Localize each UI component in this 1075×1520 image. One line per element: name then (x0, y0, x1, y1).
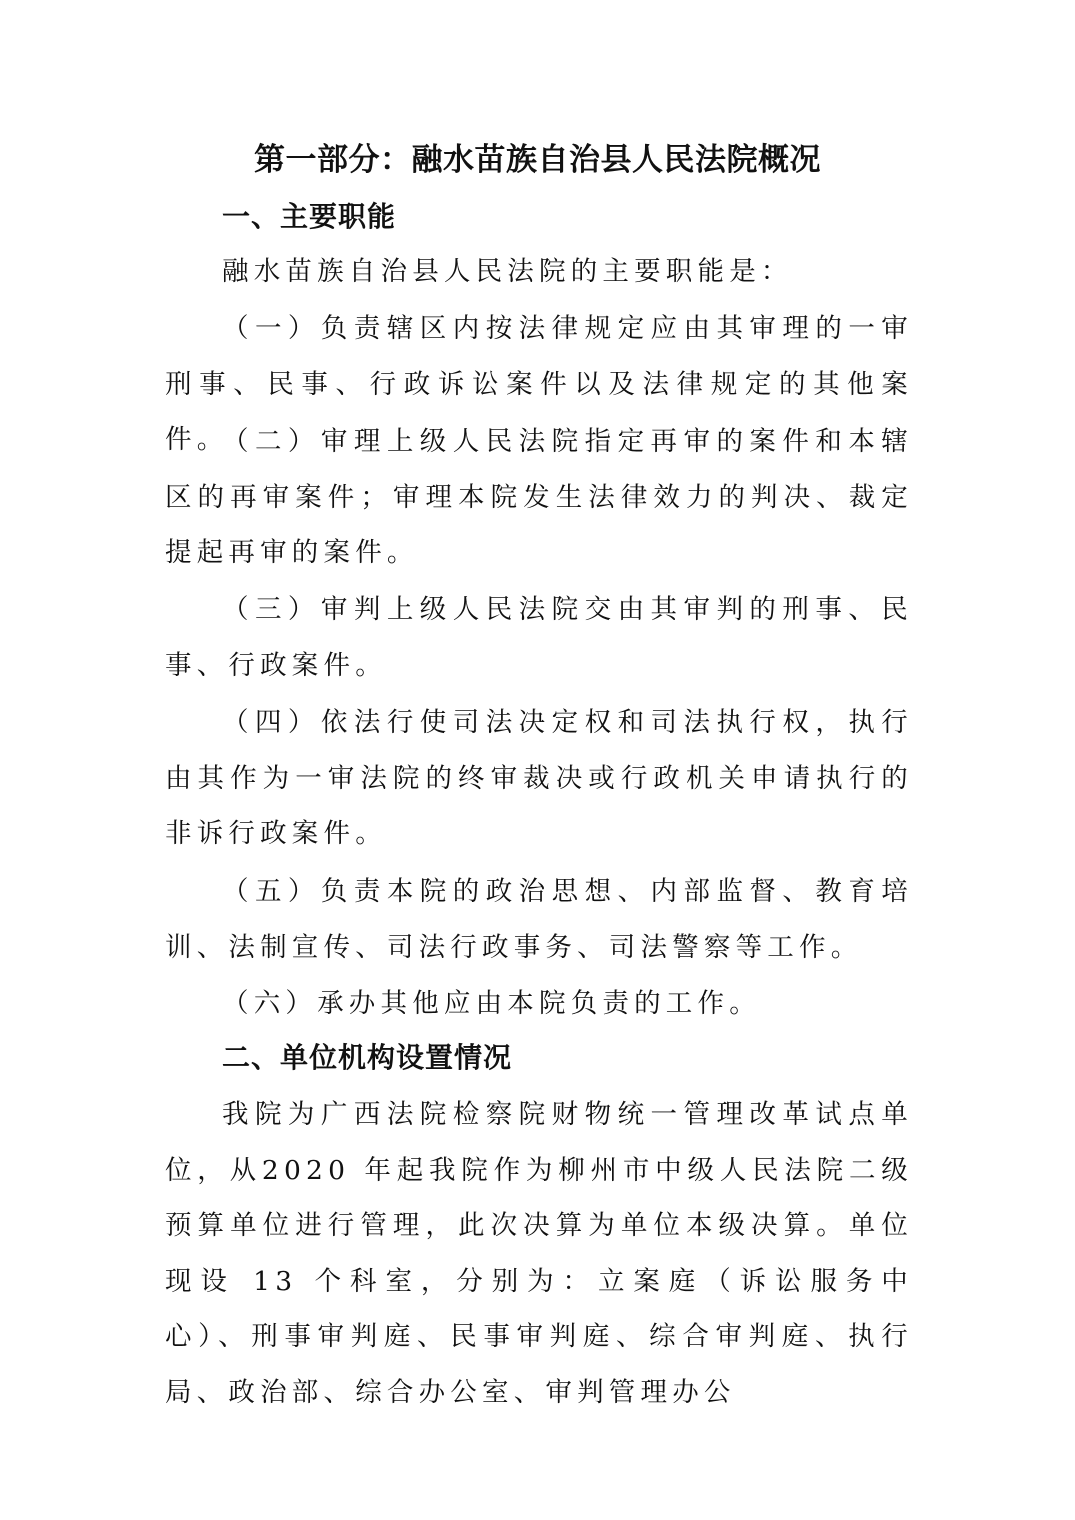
function-item-1: （一）负责辖区内按法律规定应由其审理的一审刑事、民事、行政诉讼案件以及法律规定的其他案件。 (165, 313, 913, 455)
function-item-2: （二）审理上级人民法院指定再审的案件和本辖区的再审案件；审理本院发生法律效力的判决、裁定提起再审的案件。 (165, 426, 913, 568)
document-title: 第一部分：融水苗族自治县人民法院概况 (254, 142, 821, 178)
function-item-4: （四）依法行使司法决定权和司法执行权，执行由其作为一审法院的终审裁决或行政机关申请执行的非诉行政案件。 (165, 707, 913, 849)
function-item-3: （三）审判上级人民法院交由其审判的刑事、民事、行政案件。 (165, 594, 913, 681)
section-heading-organization: 二、单位机构设置情况 (222, 1041, 513, 1074)
function-item-6: （六）承办其他应由本院负责的工作。 (222, 988, 761, 1019)
function-item-5: （五）负责本院的政治思想、内部监督、教育培训、法制宣传、司法行政事务、司法警察等工作。 (165, 876, 913, 963)
organization-paragraph: 我院为广西法院检察院财物统一管理改革试点单位，从2020 年起我院作为柳州市中级人民法院二级预算单位进行管理，此次决算为单位本级决算。单位现设 13 个科室，分别为：立案庭（诉讼服务中心）、刑事审判庭、民事审判庭、综合审判庭、执行局、政治部、综合办公室、审判管理办公 (165, 1099, 913, 1408)
functions-intro: 融水苗族自治县人民法院的主要职能是： (222, 256, 793, 287)
section-heading-main-functions: 一、主要职能 (222, 200, 397, 233)
